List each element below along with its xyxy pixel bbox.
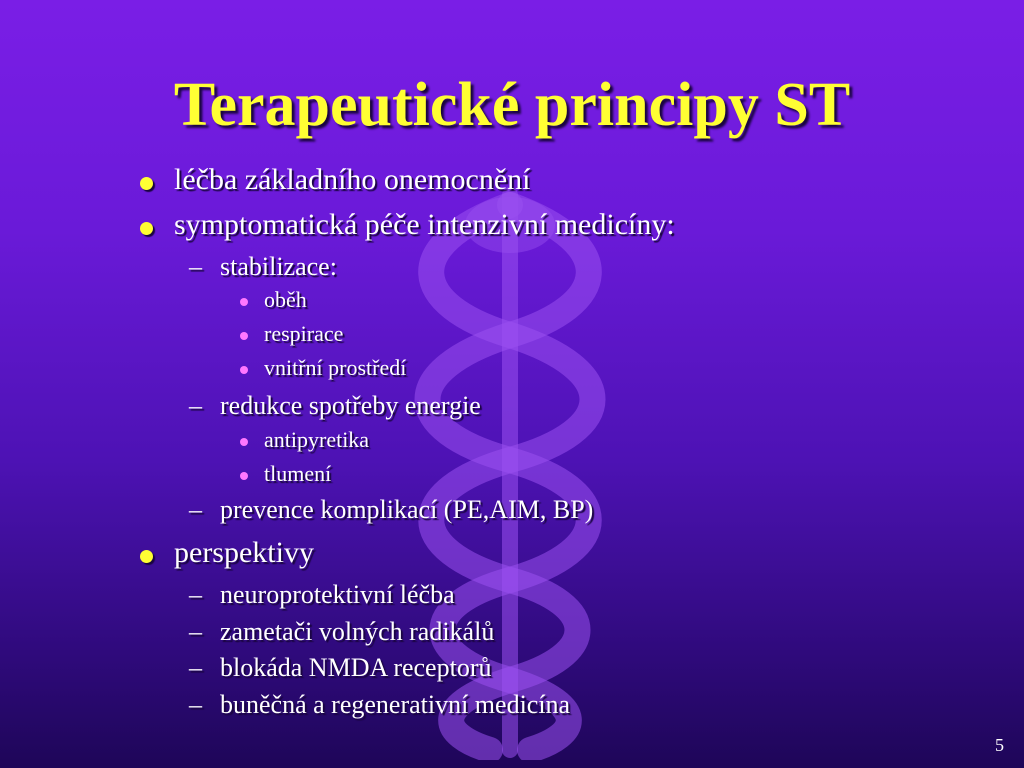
sub-item: zametači volných radikálů — [220, 617, 495, 646]
sub-sub-item: tlumení — [264, 461, 332, 486]
dash-marker: – — [189, 690, 202, 719]
sub-sub-item: antipyretika — [264, 427, 370, 452]
sub-sub-item: oběh — [264, 287, 307, 312]
bullet-item: perspektivy — [174, 536, 314, 569]
page-number: 5 — [995, 735, 1004, 755]
dash-marker: – — [189, 495, 202, 524]
sub-item: redukce spotřeby energie — [220, 391, 481, 420]
dash-marker: – — [189, 617, 202, 646]
dash-marker: – — [189, 391, 202, 420]
dash-marker: – — [189, 580, 202, 609]
sub-bullet-dot-icon — [240, 298, 248, 306]
sub-bullet-dot-icon — [240, 332, 248, 340]
sub-sub-item: vnitřní prostředí — [264, 355, 407, 380]
dash-marker: – — [189, 252, 202, 281]
dash-marker: – — [189, 653, 202, 682]
sub-bullet-dot-icon — [240, 438, 248, 446]
sub-bullet-dot-icon — [240, 366, 248, 374]
sub-item: neuroprotektivní léčba — [220, 580, 455, 609]
bullet-dot-icon — [140, 222, 153, 235]
bullet-dot-icon — [140, 550, 153, 563]
sub-item: stabilizace: — [220, 252, 337, 281]
slide-title: Terapeutické principy ST — [173, 71, 851, 139]
sub-item: blokáda NMDA receptorů — [220, 653, 492, 682]
bullet-dot-icon — [140, 177, 153, 190]
sub-sub-item: respirace — [264, 321, 344, 346]
bullet-item: léčba základního onemocnění — [174, 163, 531, 196]
sub-item: buněčná a regenerativní medicína — [220, 690, 571, 719]
bullet-item: symptomatická péče intenzivní medicíny: — [174, 208, 675, 241]
sub-bullet-dot-icon — [240, 472, 248, 480]
sub-item: prevence komplikací (PE,AIM, BP) — [220, 495, 594, 524]
